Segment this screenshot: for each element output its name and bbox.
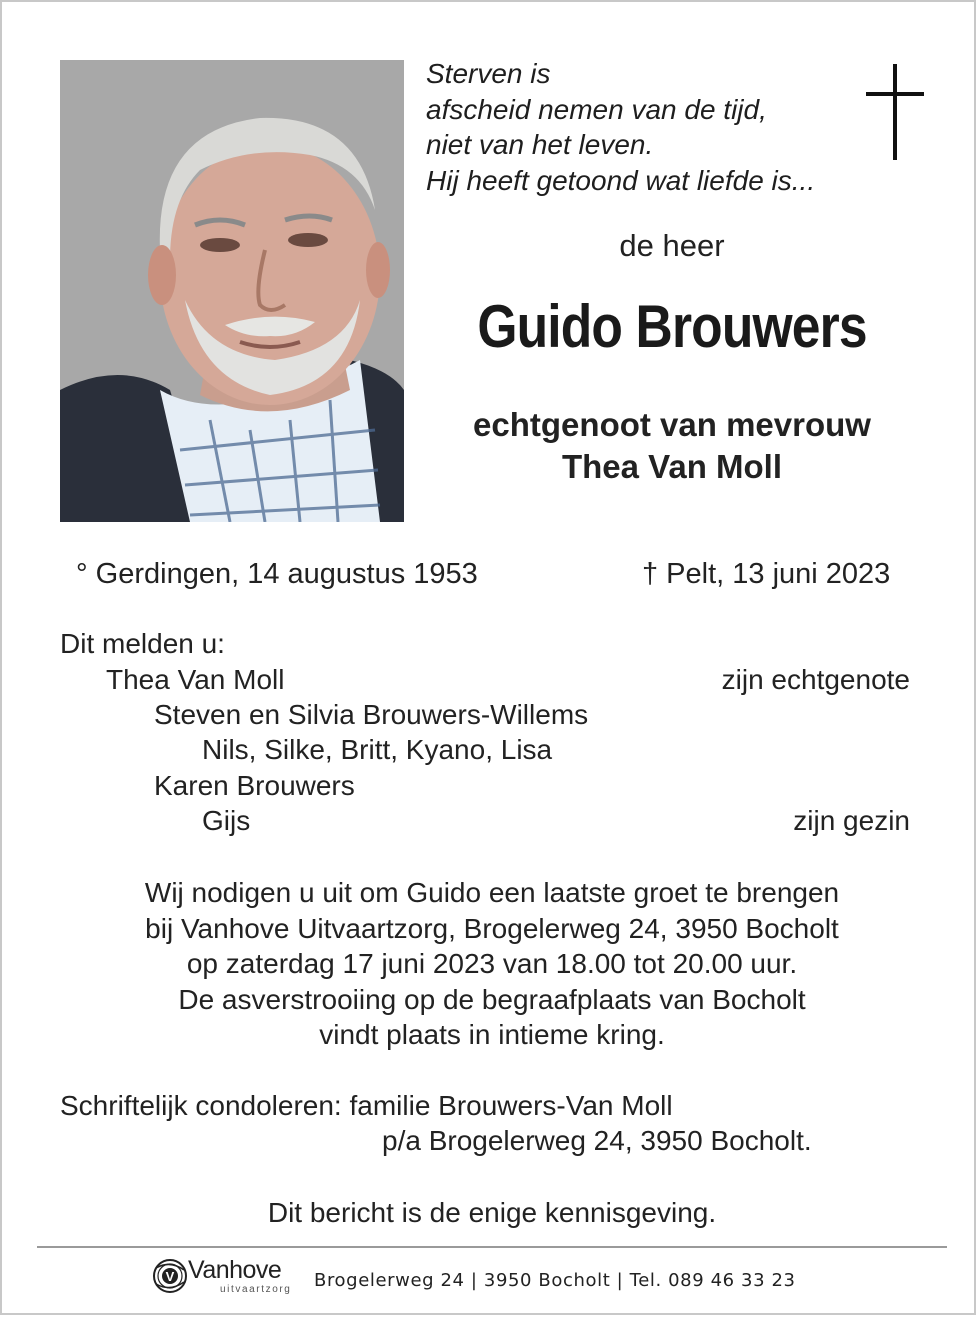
- announcer-child: Karen Brouwers: [154, 770, 355, 801]
- deceased-name: Guido Brouwers: [477, 293, 867, 360]
- logo-subtitle: uitvaartzorg: [220, 1284, 292, 1295]
- birth-info: ° Gerdingen, 14 augustus 1953: [76, 558, 478, 590]
- invitation-line: vindt plaats in intieme kring.: [319, 1019, 665, 1050]
- invitation-line: De asverstrooiing op de begraafplaats van Bocholt: [178, 983, 806, 1015]
- invitation-line: Wij nodigen u uit om Guido een laatste groet te brengen: [144, 877, 840, 908]
- notice: Dit bericht is de enige kennisgeving.: [267, 1197, 717, 1228]
- logo-mark-icon: [150, 1256, 190, 1296]
- announcer-wife: Thea Van Moll: [106, 664, 285, 695]
- announcer-grandchildren: Gijs: [202, 805, 251, 836]
- invitation-line: op zaterdag 17 juni 2023 van 18.00 tot 20.00 uur.: [186, 948, 798, 979]
- announcer-wife-role: zijn echtgenote: [721, 664, 910, 695]
- logo-letter: V: [165, 1269, 175, 1284]
- cross-icon: [866, 64, 924, 160]
- spouse-info: [432, 404, 912, 488]
- spouse-name: Thea Van Moll: [561, 448, 783, 485]
- invitation-text: [2, 875, 980, 1053]
- announcer-child: Steven en Silvia Brouwers-Willems: [154, 699, 589, 730]
- announcer-family-role: zijn gezin: [793, 805, 910, 836]
- vanhove-logo: [150, 1254, 300, 1302]
- poem-line: Sterven is: [426, 58, 551, 89]
- portrait-photo: [60, 60, 404, 522]
- condolences-label: Schriftelijk condoleren: familie Brouwers-Van Moll: [60, 1090, 673, 1121]
- poem-line: niet van het leven.: [426, 129, 654, 160]
- footer-contact-info: Brogelerweg 24 | 3950 Bocholt | Tel. 089 46 33 23: [314, 1270, 796, 1291]
- salutation: de heer: [619, 228, 725, 263]
- poem-line: Hij heeft getoond wat liefde is...: [426, 164, 816, 196]
- condolences-address: p/a Brogelerweg 24, 3950 Bocholt.: [382, 1125, 812, 1156]
- poem: [426, 56, 815, 198]
- death-info: † Pelt, 13 juni 2023: [642, 558, 891, 590]
- announcers-intro: Dit melden u:: [60, 628, 225, 659]
- spouse-line: echtgenoot van mevrouw: [473, 406, 871, 443]
- logo-name: Vanhove: [188, 1256, 282, 1284]
- poem-line: afscheid nemen van de tijd,: [426, 93, 767, 125]
- announcer-grandchildren: Nils, Silke, Britt, Kyano, Lisa: [202, 734, 553, 765]
- invitation-line: bij Vanhove Uitvaartzorg, Brogelerweg 24, 3950 Bocholt: [145, 912, 839, 944]
- footer-divider: [37, 1246, 947, 1248]
